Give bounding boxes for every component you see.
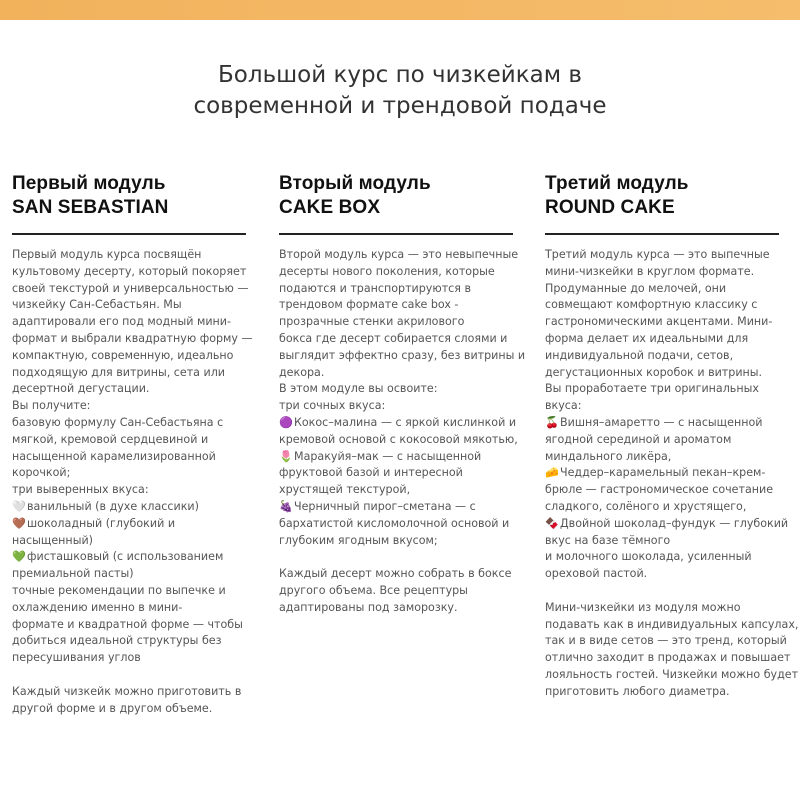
line-text: Кокос–малина — с яркой кислинкой и <box>294 415 517 429</box>
text-line <box>545 650 791 667</box>
text-line <box>12 365 246 382</box>
text-line <box>12 449 246 466</box>
line-text: три выверенных вкуса: <box>12 483 149 497</box>
line-text: В этом модуле вы освоите: <box>279 382 438 396</box>
line-text: формат и выбрали квадратную форму — <box>12 331 253 345</box>
line-text: Двойной шоколад–фундук — глубокий <box>560 516 789 530</box>
text-line <box>12 348 246 365</box>
headline-line-2: современной и трендовой подаче <box>193 93 607 119</box>
line-text: Продуманные до мелочей, они <box>545 281 727 295</box>
line-text: шоколадный (глубокий и <box>27 516 176 530</box>
text-line <box>12 533 246 550</box>
text-line <box>545 297 779 314</box>
text-line <box>12 415 246 432</box>
text-line <box>545 633 787 650</box>
line-text: декора. <box>279 365 325 379</box>
module-1-column <box>12 172 253 717</box>
line-text: Третий модуль курса — это выпечные <box>545 248 770 261</box>
text-line <box>12 482 246 499</box>
line-text: выглядит эффектно сразу, без витрины и <box>279 348 526 362</box>
line-text: подходящую для витрины, сета или <box>12 365 225 379</box>
line-text: Второй модуль курса — это невыпечные <box>279 248 519 261</box>
text-line <box>279 398 513 415</box>
line-text: три сочных вкуса: <box>279 399 386 413</box>
text-line <box>545 499 779 516</box>
line-text: десерты нового поколения, которые <box>279 264 495 278</box>
line-text: фруктовой базой и интересной <box>279 466 463 480</box>
text-line <box>545 398 779 415</box>
text-line <box>12 516 246 533</box>
line-text: базовую формулу Сан-Себастьяна с <box>12 415 224 429</box>
line-text: корочкой; <box>12 466 71 480</box>
module-divider <box>12 233 246 235</box>
text-line <box>12 566 246 583</box>
text-line <box>279 365 513 382</box>
text-line <box>279 247 519 264</box>
line-text: Мини-чизкейки из модуля можно <box>545 600 741 614</box>
text-line <box>12 549 246 566</box>
paragraph-gap <box>279 549 513 566</box>
line-text: мини-чизкейки в круглом формате. <box>545 264 755 278</box>
brown-heart-icon: 🤎 <box>12 516 26 530</box>
line-text: ореховой пастой. <box>545 567 648 581</box>
line-text: десертной дегустации. <box>12 382 150 396</box>
text-line <box>545 264 779 281</box>
page-headline <box>0 60 800 122</box>
line-text: бокса где десерт собирается слоями и <box>279 331 508 345</box>
line-text: Черничный пирог–сметана — с <box>294 499 476 513</box>
line-text: Каждый чизкейк можно приготовить в <box>12 684 242 698</box>
top-accent-bar <box>0 0 800 20</box>
line-text: совмещают комфортную классику с <box>545 298 758 312</box>
module-description <box>12 247 253 717</box>
text-line <box>279 432 518 449</box>
text-line <box>12 247 246 264</box>
text-line <box>12 381 246 398</box>
line-text: миндального ликёра, <box>545 449 672 463</box>
chocolate-icon: 🍫 <box>545 516 559 530</box>
grapes-icon: 🍇 <box>279 499 293 513</box>
text-line <box>545 516 789 533</box>
line-text: своей текстурой и универсальностью — <box>12 281 249 295</box>
text-line <box>279 415 517 432</box>
module-title-line-1: Третий модуль <box>545 173 689 194</box>
line-text: гастрономическими акцентами. Мини- <box>545 315 773 329</box>
cheese-icon: 🧀 <box>545 466 559 480</box>
line-text: Чеддер–карамельный пекан–крем- <box>560 466 766 480</box>
text-line <box>545 348 779 365</box>
text-line <box>279 566 513 583</box>
text-line <box>279 600 513 617</box>
line-text: формате и квадратной форме — чтобы <box>12 617 243 631</box>
text-line <box>279 297 513 314</box>
line-text: другой форме и в другом объеме. <box>12 701 213 715</box>
module-description <box>279 247 526 617</box>
line-text: так и в виде сетов — это тренд, который <box>545 634 787 648</box>
text-line <box>12 583 246 600</box>
line-text: охлаждению именно в мини- <box>12 600 183 614</box>
line-text: и молочного шоколада, усиленный <box>545 550 752 564</box>
text-line <box>279 499 513 516</box>
line-text: мягкой, кремовой сердцевиной и <box>12 432 209 446</box>
module-title-line-1: Первый модуль <box>12 173 166 194</box>
line-text: лояльность гостей. Чизкейки можно будет <box>545 667 799 681</box>
text-line <box>12 600 246 617</box>
text-line <box>12 617 246 634</box>
text-line <box>545 415 779 432</box>
text-line <box>545 465 779 482</box>
text-line <box>545 566 779 583</box>
line-text: адаптировали его под модный мини- <box>12 315 232 329</box>
module-title <box>12 172 246 220</box>
line-text: кремовой основой с кокосовой мякотью, <box>279 432 518 446</box>
text-line <box>279 449 513 466</box>
text-line <box>545 600 779 617</box>
line-text: добиться идеальной структуры без <box>12 634 222 648</box>
module-divider <box>279 233 513 235</box>
line-text: приготовить любого диаметра. <box>545 684 730 698</box>
text-line <box>545 549 779 566</box>
text-line <box>545 482 779 499</box>
line-text: ягодной серединой и ароматом <box>545 432 732 446</box>
line-text: точные рекомендации по выпечке и <box>12 583 226 597</box>
line-text: насыщенной карамелизированной <box>12 449 216 463</box>
line-text: Первый модуль курса посвящён <box>12 248 202 261</box>
line-text: дегустационных коробок и витрины. <box>545 365 763 379</box>
module-3-column <box>545 172 799 701</box>
module-title-line-2: SAN SEBASTIAN <box>12 197 169 218</box>
text-line <box>545 247 779 264</box>
text-line <box>12 264 246 281</box>
line-text: вкус на базе тёмного <box>545 533 671 547</box>
text-line <box>545 281 779 298</box>
text-line <box>279 533 513 550</box>
text-line <box>279 516 513 533</box>
text-line <box>279 281 513 298</box>
text-line <box>545 667 799 684</box>
line-text: отлично заходит в продажах и повышает <box>545 651 791 665</box>
line-text: брюле — гастрономическое сочетание <box>545 483 774 497</box>
module-2-column <box>279 172 526 617</box>
line-text: форма делает их идеальными для <box>545 331 749 345</box>
line-text: премиальной пасты) <box>12 567 134 581</box>
module-title-line-1: Вторый модуль <box>279 173 431 194</box>
purple-circle-icon: 🟣 <box>279 415 293 429</box>
module-divider <box>545 233 779 235</box>
line-text: подаются и транспортируются в <box>279 281 472 295</box>
line-text: ванильный (в духе классики) <box>27 499 199 513</box>
text-line <box>279 348 526 365</box>
line-text: сладкого, солёного и хрустящего, <box>545 499 747 513</box>
line-text: глубоким ягодным вкусом; <box>279 533 438 547</box>
cherry-icon: 🍒 <box>545 415 559 429</box>
headline-line-1: Большой курс по чизкейкам в <box>218 62 582 88</box>
text-line <box>545 617 799 634</box>
text-line <box>545 432 779 449</box>
text-line <box>279 482 513 499</box>
text-line <box>12 297 246 314</box>
line-text: другого объема. Все рецептуры <box>279 583 468 597</box>
text-line <box>279 465 513 482</box>
text-line <box>12 650 246 667</box>
text-line <box>12 398 246 415</box>
line-text: Вы получите: <box>12 399 91 413</box>
line-text: компактную, современную, идеально <box>12 348 234 362</box>
text-line <box>279 381 513 398</box>
text-line <box>545 365 779 382</box>
line-text: хрустящей текстурой, <box>279 483 411 497</box>
line-text: фисташковый (с использованием <box>27 550 224 564</box>
flower-icon: 🌷 <box>279 449 293 463</box>
text-line <box>545 331 779 348</box>
text-line <box>279 314 513 331</box>
line-text: трендовом формате cake box - <box>279 298 459 312</box>
text-line <box>545 314 779 331</box>
module-title-line-2: CAKE BOX <box>279 197 381 218</box>
text-line <box>545 381 779 398</box>
line-text: Вы проработаете три оригинальных <box>545 382 759 396</box>
text-line <box>545 684 779 701</box>
text-line <box>12 314 246 331</box>
text-line <box>279 331 513 348</box>
line-text: чизкейку Сан-Себастьян. Мы <box>12 298 182 312</box>
green-heart-icon: 💚 <box>12 550 26 564</box>
line-text: вкуса: <box>545 399 582 413</box>
text-line <box>12 465 246 482</box>
module-title <box>545 172 779 220</box>
line-text: пересушивания углов <box>12 651 141 665</box>
text-line <box>12 432 246 449</box>
text-line <box>12 499 246 516</box>
line-text: адаптированы под заморозку. <box>279 600 458 614</box>
white-heart-icon: 🤍 <box>12 499 26 513</box>
line-text: насыщенный) <box>12 533 93 547</box>
module-title-line-2: ROUND CAKE <box>545 197 675 218</box>
text-line <box>12 331 253 348</box>
line-text: индивидуальной подачи, сетов, <box>545 348 734 362</box>
text-line <box>12 633 246 650</box>
text-line <box>279 264 513 281</box>
paragraph-gap <box>545 583 779 600</box>
line-text: Вишня–амаретто — с насыщенной <box>560 415 763 429</box>
text-line <box>545 533 779 550</box>
line-text: культовому десерту, который покоряет <box>12 264 247 278</box>
text-line <box>279 583 513 600</box>
text-line <box>12 281 249 298</box>
module-title <box>279 172 513 220</box>
text-line <box>12 684 246 701</box>
line-text: Каждый десерт можно собрать в боксе <box>279 567 512 581</box>
line-text: бархатистой кисломолочной основой и <box>279 516 510 530</box>
paragraph-gap <box>12 667 246 684</box>
line-text: Маракуйя–мак — с насыщенной <box>294 449 482 463</box>
line-text: прозрачные стенки акрилового <box>279 315 465 329</box>
text-line <box>545 449 779 466</box>
line-text: подавать как в индивидуальных капсулах, <box>545 617 799 631</box>
text-line <box>12 701 246 718</box>
module-description <box>545 247 799 701</box>
